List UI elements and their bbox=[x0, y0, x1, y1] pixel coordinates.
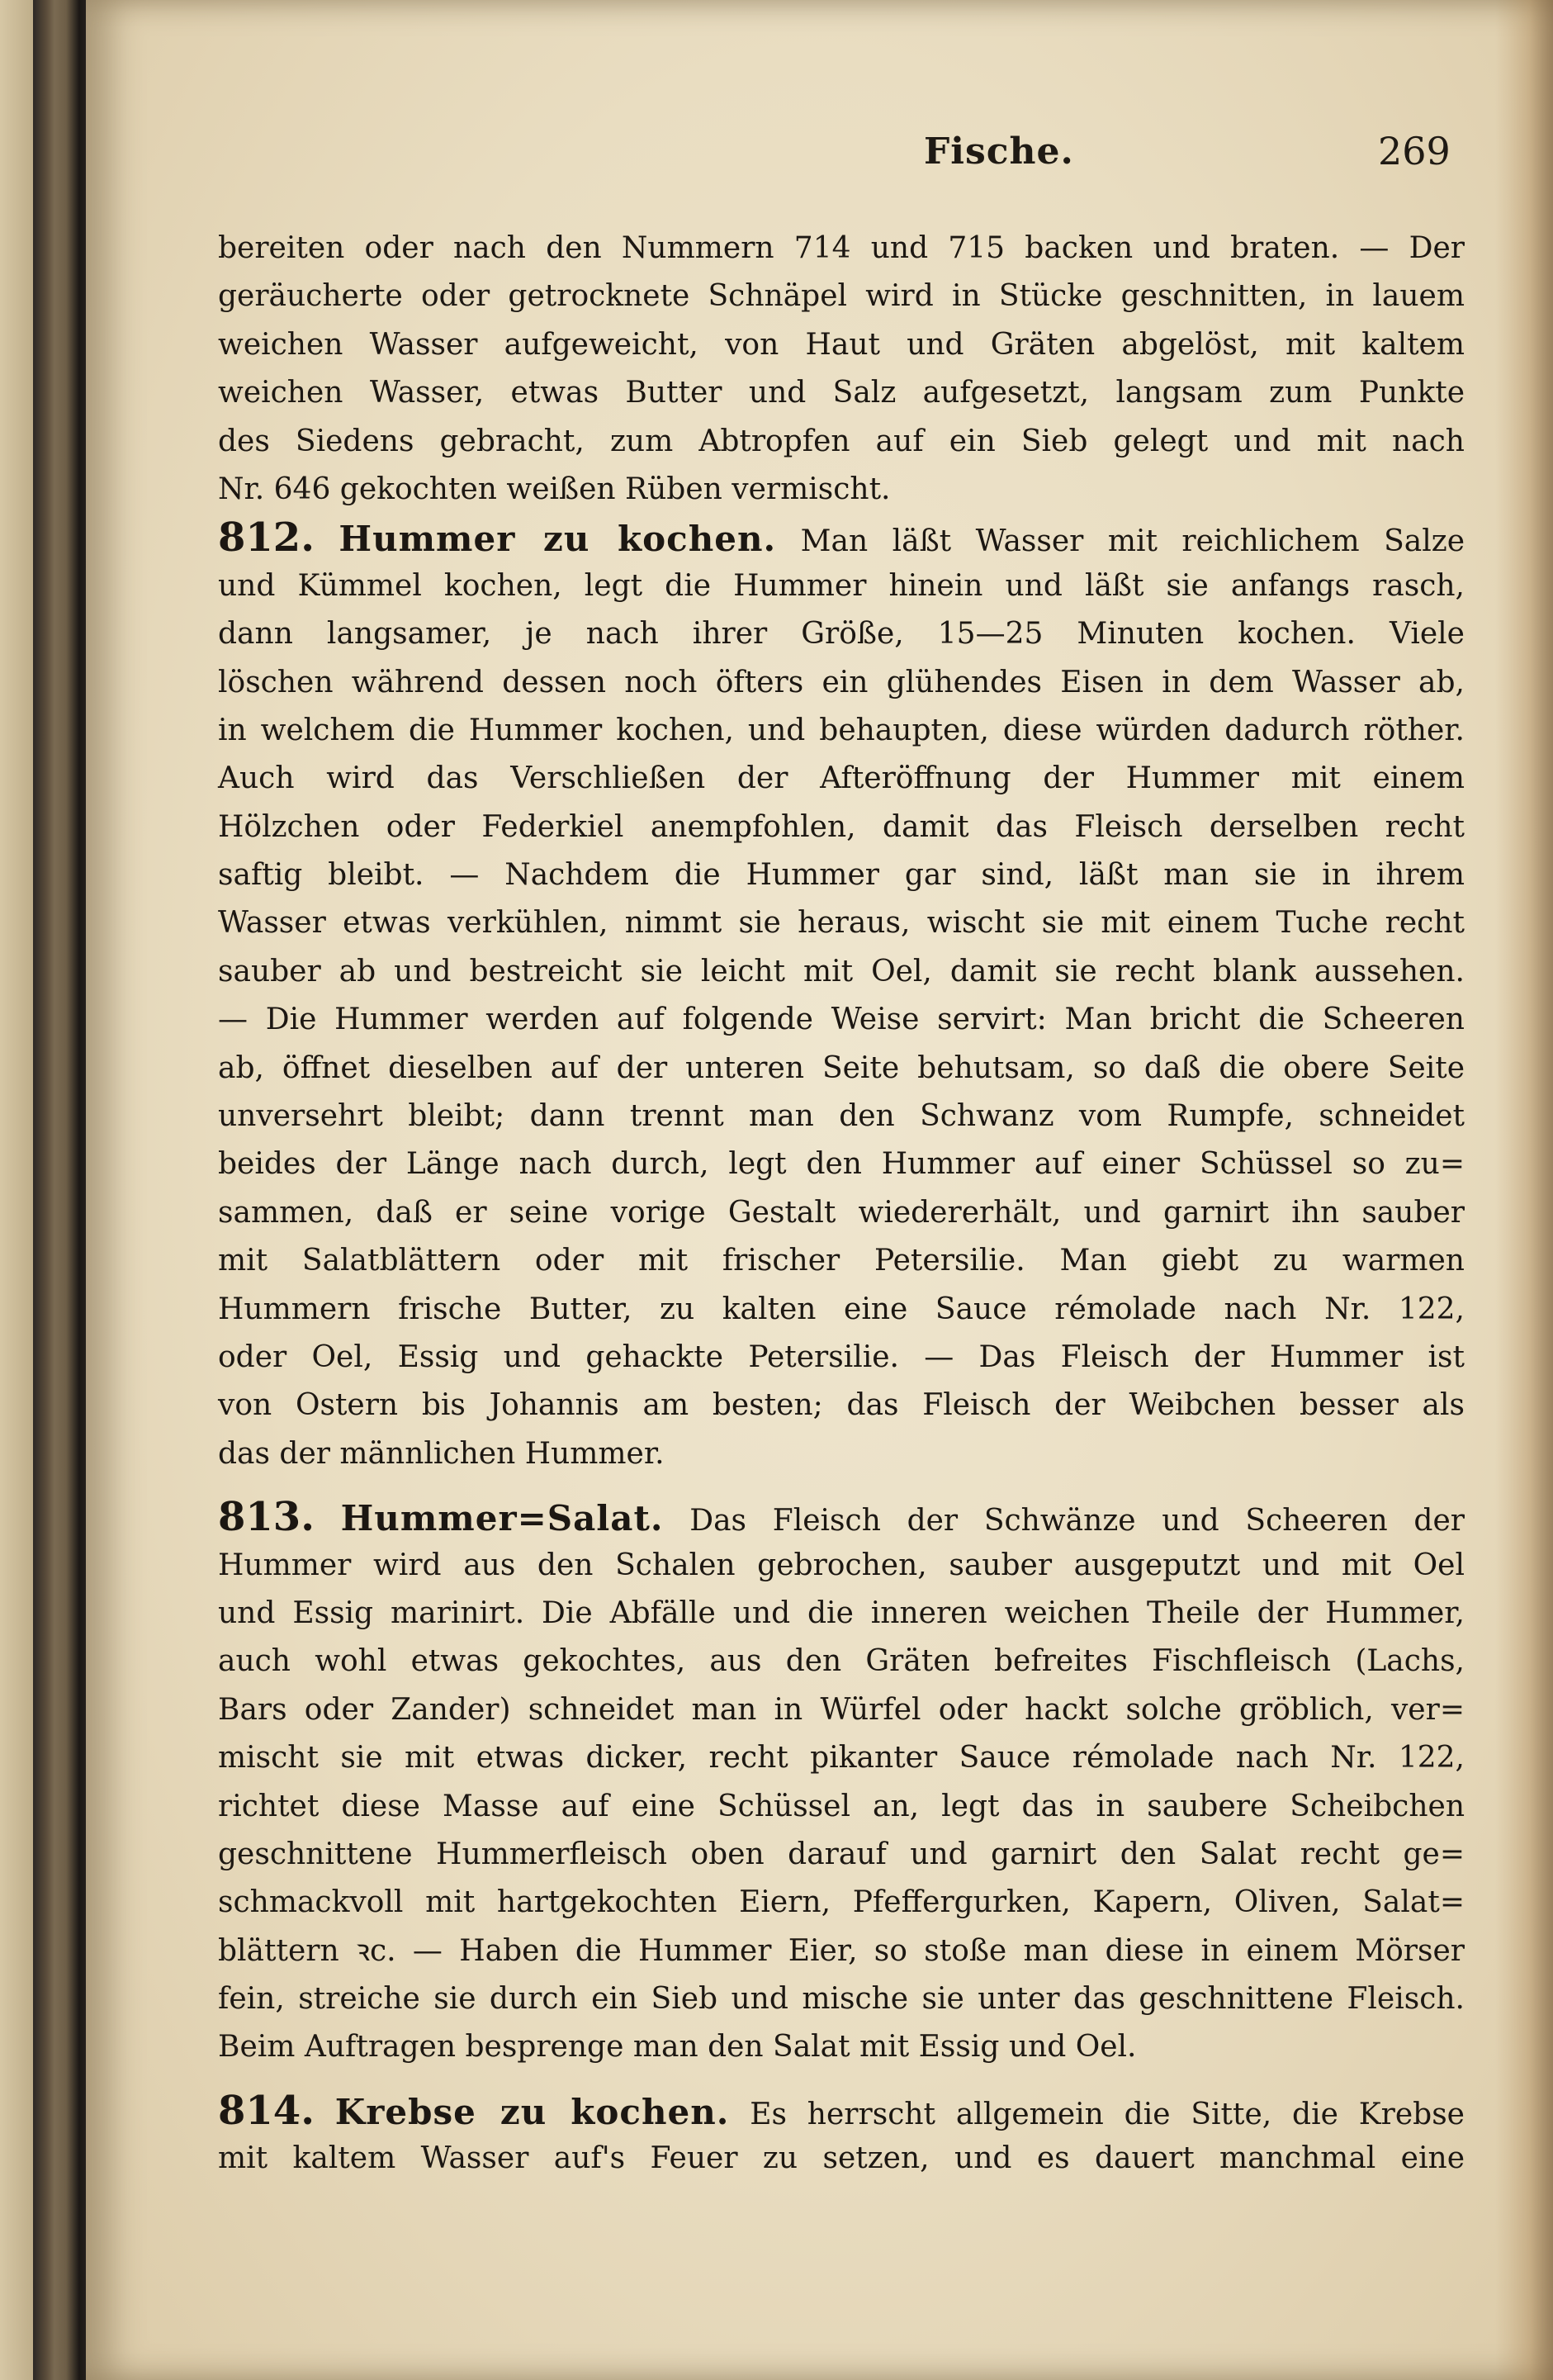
text-line: das der männlichen Hummer. bbox=[218, 1436, 665, 1471]
text-block bbox=[218, 225, 1465, 2183]
text-line: weichen Wasser aufgeweicht, von Haut und Gräten abgelöst, mit kaltem bbox=[218, 327, 1465, 362]
text-line: blättern ꝛc. — Haben die Hummer Eier, so stoße man diese in einem Mörser bbox=[218, 1933, 1465, 1968]
previous-page-edge bbox=[0, 0, 33, 2380]
text-line: Hummern frische Butter, zu kalten eine Sauce rémolade nach Nr. 122, bbox=[218, 1292, 1465, 1326]
text-line: geschnittene Hummerfleisch oben darauf und garnirt den Salat recht ge= bbox=[218, 1837, 1465, 1871]
text-line: von Ostern bis Johannis am besten; das Fleisch der Weibchen besser als bbox=[218, 1388, 1465, 1423]
text-line: beides der Länge nach durch, legt den Hummer auf einer Schüssel so zu= bbox=[218, 1147, 1465, 1182]
text-line: Beim Auftragen besprenge man den Salat mit Essig und Oel. bbox=[218, 2030, 1137, 2065]
recipe-812 bbox=[218, 514, 1465, 1478]
text-line: Man läßt Wasser mit reichlichem Salze bbox=[800, 524, 1465, 559]
text-line: sammen, daß er seine vorige Gestalt wiedererhält, und garnirt ihn sauber bbox=[218, 1195, 1465, 1230]
recipe-number: 813. bbox=[218, 1494, 315, 1541]
text-line: richtet diese Masse auf eine Schüssel an, legt das in saubere Scheibchen bbox=[218, 1789, 1465, 1823]
text-line: Bars oder Zander) schneidet man in Würfel oder hackt solche gröblich, ver= bbox=[218, 1692, 1465, 1727]
text-line: auch wohl etwas gekochtes, aus den Gräten befreites Fischfleisch (Lachs, bbox=[218, 1644, 1465, 1679]
paragraph-gap bbox=[218, 1478, 1465, 1493]
paragraph-gap bbox=[218, 2072, 1465, 2087]
text-line: und Kümmel kochen, legt die Hummer hinein und läßt sie anfangs rasch, bbox=[218, 568, 1465, 603]
text-line: fein, streiche sie durch ein Sieb und mische sie unter das geschnittene Fleisch. bbox=[218, 1982, 1465, 2017]
text-line: Hummer wird aus den Schalen gebrochen, sauber ausgeputzt und mit Oel bbox=[218, 1548, 1465, 1582]
text-line: saftig bleibt. — Nachdem die Hummer gar sind, läßt man sie in ihrem bbox=[218, 858, 1465, 893]
running-head: Fische. bbox=[924, 130, 1074, 173]
recipe-814 bbox=[218, 2087, 1465, 2183]
text-line: geräucherte oder getrocknete Schnäpel wird in Stücke geschnitten, in lauem bbox=[218, 279, 1465, 314]
page-number: 269 bbox=[1378, 129, 1451, 173]
page bbox=[86, 0, 1553, 2380]
recipe-number: 812. bbox=[218, 514, 315, 562]
recipe-title: Hummer=Salat. bbox=[340, 1498, 664, 1539]
text-line: mit Salatblättern oder mit frischer Petersilie. Man giebt zu warmen bbox=[218, 1244, 1465, 1278]
text-line: Wasser etwas verkühlen, nimmt sie heraus, wischt sie mit einem Tuche recht bbox=[218, 906, 1465, 941]
text-line: bereiten oder nach den Nummern 714 und 715 backen und braten. — Der bbox=[218, 231, 1465, 265]
text-line: oder Oel, Essig und gehackte Petersilie. — Das Fleisch der Hummer ist bbox=[218, 1339, 1465, 1374]
text-line: und Essig marinirt. Die Abfälle und die inneren weichen Theile der Hummer, bbox=[218, 1595, 1465, 1630]
recipe-title: Hummer zu kochen. bbox=[339, 519, 777, 560]
recipe-813 bbox=[218, 1493, 1465, 2072]
recipe-number: 814. bbox=[218, 2087, 315, 2134]
text-line: weichen Wasser, etwas Butter und Salz aufgesetzt, langsam zum Punkte bbox=[218, 376, 1465, 410]
text-line: in welchem die Hummer kochen, und behaupten, diese würden dadurch röther. bbox=[218, 713, 1465, 747]
text-line: Auch wird das Verschließen der Afteröffnung der Hummer mit einem bbox=[218, 761, 1465, 796]
text-line: Hölzchen oder Federkiel anempfohlen, damit das Fleisch derselben recht bbox=[218, 809, 1465, 844]
text-line: Das Fleisch der Schwänze und Scheeren der bbox=[689, 1504, 1465, 1538]
text-line: mischt sie mit etwas dicker, recht pikanter Sauce rémolade nach Nr. 122, bbox=[218, 1741, 1465, 1776]
text-line: unversehrt bleibt; dann trennt man den Schwanz vom Rumpfe, schneidet bbox=[218, 1099, 1465, 1134]
recipe-title: Krebse zu kochen. bbox=[334, 2091, 730, 2132]
text-line: schmackvoll mit hartgekochten Eiern, Pfeffergurken, Kapern, Oliven, Salat= bbox=[218, 1885, 1465, 1920]
text-line: mit kaltem Wasser auf's Feuer zu setzen, und es dauert manchmal eine bbox=[218, 2141, 1465, 2176]
text-line: sauber ab und bestreicht sie leicht mit Oel, damit sie recht blank aussehen. bbox=[218, 954, 1465, 989]
recipe-heading-line bbox=[218, 1493, 1465, 1541]
text-line: löschen während dessen noch öfters ein glühendes Eisen in dem Wasser ab, bbox=[218, 665, 1465, 699]
recipe-heading-line bbox=[218, 2087, 1465, 2135]
recipe-heading-line bbox=[218, 514, 1465, 562]
text-line: — Die Hummer werden auf folgende Weise servirt: Man bricht die Scheeren bbox=[218, 1003, 1465, 1037]
intro-paragraph bbox=[218, 225, 1465, 514]
text-line: Es herrscht allgemein die Sitte, die Krebse bbox=[750, 2097, 1465, 2131]
text-line: ab, öffnet dieselben auf der unteren Seite behutsam, so daß die obere Seite bbox=[218, 1050, 1465, 1085]
text-line: dann langsamer, je nach ihrer Größe, 15—25 Minuten kochen. Viele bbox=[218, 617, 1465, 652]
text-line: des Siedens gebracht, zum Abtropfen auf ein Sieb gelegt und mit nach bbox=[218, 424, 1465, 458]
text-line: Nr. 646 gekochten weißen Rüben vermischt. bbox=[218, 472, 891, 506]
